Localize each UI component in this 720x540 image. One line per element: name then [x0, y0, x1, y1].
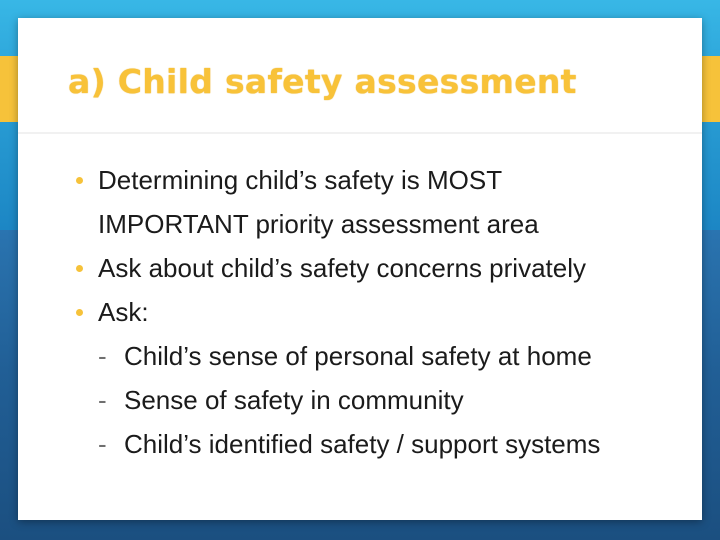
slide-card — [18, 18, 702, 520]
sub-item-text: Child’s identified safety / support systems — [124, 429, 601, 459]
slide-title: a) Child safety assessment — [68, 62, 577, 101]
sub-item-text: Child’s sense of personal safety at home — [124, 341, 592, 371]
bullet-text-line: Determining child’s safety is MOST — [98, 165, 503, 195]
sub-item — [76, 378, 686, 422]
bullet-item — [76, 158, 686, 246]
dash-marker: - — [98, 429, 107, 459]
slide-content — [76, 158, 686, 466]
dash-marker: - — [98, 341, 107, 371]
bullet-item — [76, 246, 686, 290]
bullet-text: Ask about child’s safety concerns privately — [98, 253, 586, 283]
bullet-text: Ask: — [98, 297, 149, 327]
bullet-text-line: IMPORTANT priority assessment area — [98, 209, 539, 239]
title-divider — [18, 132, 702, 134]
bullet-dot-icon — [76, 309, 83, 316]
sub-item — [76, 334, 686, 378]
sub-item-text: Sense of safety in community — [124, 385, 464, 415]
dash-marker: - — [98, 385, 107, 415]
bullet-dot-icon — [76, 177, 83, 184]
bullet-dot-icon — [76, 265, 83, 272]
bullet-item — [76, 290, 686, 334]
sub-item — [76, 422, 686, 466]
